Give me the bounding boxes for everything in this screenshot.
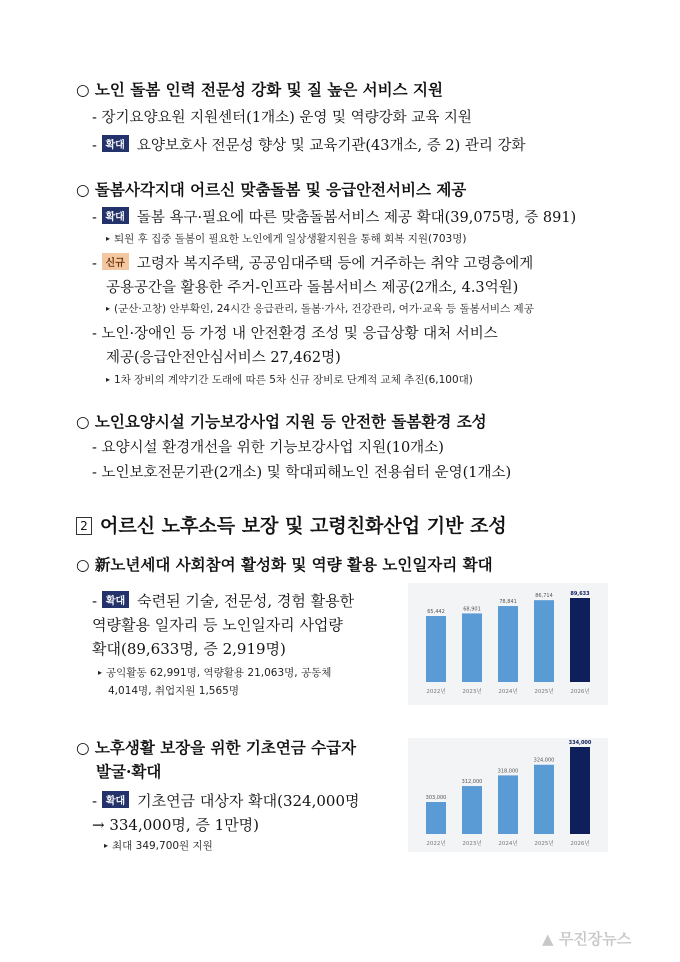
x-tick-label: 2022년 bbox=[426, 689, 446, 695]
badge-expand: 확대 bbox=[102, 591, 129, 608]
badge-expand: 확대 bbox=[102, 135, 129, 152]
senior-jobs-bar-chart bbox=[408, 583, 608, 705]
item-facility-support: - 요양시설 환경개선을 위한 기능보강사업 지원(10개소) bbox=[92, 440, 444, 456]
bar-2026년 bbox=[570, 598, 590, 682]
item-care-center: - 장기요양요원 지원센터(1개소) 운영 및 역량강화 교육 지원 bbox=[92, 110, 472, 126]
sub-item-jobs-breakdown-cont: 4,014명, 취업지원 1,565명 bbox=[108, 685, 239, 697]
bar-2025년 bbox=[534, 600, 554, 682]
data-label-2024년: 318,000 bbox=[497, 768, 519, 775]
item-jobs-line3: 확대(89,633명, 증 2,919명) bbox=[92, 640, 286, 658]
x-tick-label: 2025년 bbox=[534, 841, 554, 847]
data-label-2026년: 334,000 bbox=[568, 740, 592, 746]
data-label-2023년: 312,000 bbox=[461, 779, 483, 786]
item-housing-care-cont: 공용공간을 활용한 주거-인프라 돌봄서비스 제공(2개소, 4.3억원) bbox=[106, 280, 519, 296]
sub-item-pension-max: ▸ 최대 349,700원 지원 bbox=[104, 840, 213, 852]
section-title-income: 2 어르신 노후소득 보장 및 고령친화산업 기반 조성 bbox=[76, 511, 507, 538]
item-jobs-line2: 역량활용 일자리 등 노인일자리 사업량 bbox=[92, 616, 343, 634]
sub-item-discharge: ▸ 퇴원 후 집중 돌봄이 필요한 노인에게 일상생활지원을 통해 회복 지원(703명) bbox=[106, 233, 467, 245]
x-tick-label: 2022년 bbox=[426, 841, 446, 847]
watermark-logo-icon: ▲ bbox=[542, 930, 559, 948]
x-tick-label: 2026년 bbox=[570, 841, 590, 847]
bar-2023년 bbox=[462, 613, 482, 682]
heading-basic-pension-cont: 발굴·확대 bbox=[96, 762, 162, 781]
item-custom-care: - 확대 돌봄 욕구·필요에 따른 맞춤돌봄서비스 제공 확대(39,075명, 증 891) bbox=[92, 206, 576, 227]
x-tick-label: 2023년 bbox=[462, 689, 482, 695]
x-tick-label: 2026년 bbox=[570, 689, 590, 695]
sub-item-jobs-breakdown: ▸ 공익활동 62,991명, 역량활용 21,063명, 공동체 bbox=[98, 667, 332, 679]
item-protection-agency: - 노인보호전문기관(2개소) 및 학대피해노인 전용쉼터 운영(1개소) bbox=[92, 465, 512, 481]
data-label-2022년: 65,442 bbox=[427, 609, 445, 615]
heading-care-facility: ○ 노인요양시설 기능보강사업 지원 등 안전한 돌봄환경 조성 bbox=[76, 412, 487, 431]
item-care-training: - 확대 요양보호사 전문성 향상 및 교육기관(43개소, 증 2) 관리 강화 bbox=[92, 134, 525, 155]
x-tick-label: 2024년 bbox=[498, 689, 518, 695]
x-tick-label: 2024년 bbox=[498, 841, 518, 847]
heading-care-workforce: ○ 노인 돌봄 인력 전문성 강화 및 질 높은 서비스 지원 bbox=[76, 80, 443, 99]
heading-basic-pension: ○ 노후생활 보장을 위한 기초연금 수급자 bbox=[76, 738, 357, 757]
bar-2022년 bbox=[426, 616, 446, 682]
sub-item-equipment: ▸ 1차 장비의 계약기간 도래에 따른 5차 신규 장비로 단계적 교체 추진(6,100대) bbox=[106, 374, 473, 386]
data-label-2023년: 68,901 bbox=[463, 606, 481, 613]
badge-expand: 확대 bbox=[102, 207, 129, 224]
bar-2024년 bbox=[498, 606, 518, 682]
item-emergency-safety: - 노인·장애인 등 가정 내 안전환경 조성 및 응급상황 대처 서비스 bbox=[92, 326, 498, 342]
bar-2024년 bbox=[498, 775, 518, 834]
bar-2025년 bbox=[534, 765, 554, 834]
section-number-box: 2 bbox=[76, 517, 92, 535]
bar-2023년 bbox=[462, 786, 482, 834]
data-label-2025년: 86,714 bbox=[535, 593, 553, 600]
x-tick-label: 2025년 bbox=[534, 689, 554, 695]
item-emergency-safety-cont: 제공(응급안전안심서비스 27,462명) bbox=[106, 350, 341, 366]
badge-new: 신규 bbox=[102, 253, 129, 270]
data-label-2022년: 303,000 bbox=[425, 795, 447, 801]
heading-custom-care: ○ 돌봄사각지대 어르신 맞춤돌봄 및 응급안전서비스 제공 bbox=[76, 180, 467, 199]
badge-expand: 확대 bbox=[102, 791, 129, 808]
watermark: ▲ 무진장뉴스 bbox=[542, 930, 632, 948]
bar-2022년 bbox=[426, 802, 446, 834]
data-label-2024년: 78,841 bbox=[499, 599, 517, 606]
item-pension-line1: - 확대 기초연금 대상자 확대(324,000명 bbox=[92, 792, 360, 810]
basic-pension-bar-chart bbox=[408, 738, 608, 852]
data-label-2026년: 89,633 bbox=[570, 591, 590, 597]
item-pension-line2: → 334,000명, 증 1만명) bbox=[92, 816, 260, 834]
x-tick-label: 2023년 bbox=[462, 841, 482, 847]
item-jobs-line1: - 확대 숙련된 기술, 전문성, 경험 활용한 bbox=[92, 592, 355, 610]
heading-senior-jobs: ○ 新노년세대 사회참여 활성화 및 역량 활용 노인일자리 확대 bbox=[76, 555, 493, 574]
bar-2026년 bbox=[570, 747, 590, 834]
sub-item-gunsan: ▸ (군산·고창) 안부확인, 24시간 응급관리, 돌봄·가사, 건강관리, 여가·교육 등 돌봄서비스 제공 bbox=[106, 303, 534, 315]
data-label-2025년: 324,000 bbox=[533, 757, 555, 764]
item-housing-care: - 신규 고령자 복지주택, 공공임대주택 등에 거주하는 취약 고령층에게 bbox=[92, 252, 533, 273]
